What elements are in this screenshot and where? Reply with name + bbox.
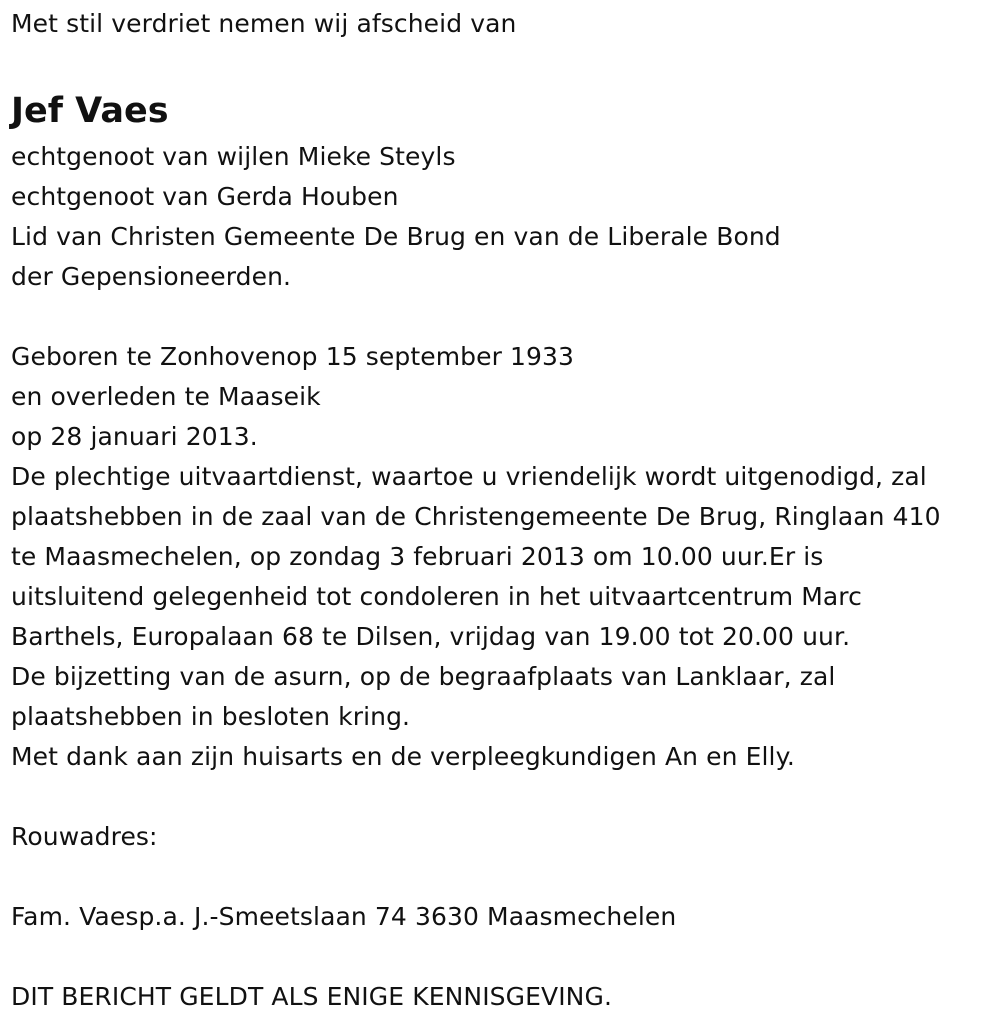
life-line: De bijzetting van de asurn, op de begraafplaats van Lanklaar, zal <box>11 662 836 691</box>
intro-text: Met stil verdriet nemen wij afscheid van <box>11 9 517 38</box>
deceased-name: Jef Vaes <box>11 91 169 131</box>
mourning-address: Fam. Vaesp.a. J.-Smeetslaan 74 3630 Maasmechelen <box>11 902 677 931</box>
life-line: Met dank aan zijn huisarts en de verpleegkundigen An en Elly. <box>11 742 795 771</box>
obituary-notice <box>11 0 996 1017</box>
spacer <box>11 777 996 817</box>
life-line: Barthels, Europalaan 68 te Dilsen, vrijdag van 19.00 tot 20.00 uur. <box>11 622 851 651</box>
relations-block <box>11 137 996 297</box>
life-line: Geboren te Zonhovenop 15 september 1933 <box>11 342 575 371</box>
spacer <box>11 937 996 977</box>
life-line: te Maasmechelen, op zondag 3 februari 2013 om 10.00 uur.Er is <box>11 542 824 571</box>
life-line: op 28 januari 2013. <box>11 422 258 451</box>
life-line: uitsluitend gelegenheid tot condoleren in het uitvaartcentrum Marc <box>11 582 862 611</box>
life-line: plaatshebben in besloten kring. <box>11 702 411 731</box>
life-details-block <box>11 337 996 777</box>
address-label: Rouwadres: <box>11 822 158 851</box>
life-line: en overleden te Maaseik <box>11 382 321 411</box>
relation-line: echtgenoot van Gerda Houben <box>11 182 399 211</box>
life-line: plaatshebben in de zaal van de Christengemeente De Brug, Ringlaan 410 <box>11 502 941 531</box>
spacer <box>11 297 996 337</box>
life-line: De plechtige uitvaartdienst, waartoe u vriendelijk wordt uitgenodigd, zal <box>11 462 927 491</box>
spacer <box>11 857 996 897</box>
relation-line: Lid van Christen Gemeente De Brug en van de Liberale Bond <box>11 222 781 251</box>
relation-line: der Gepensioneerden. <box>11 262 292 291</box>
closing-statement: DIT BERICHT GELDT ALS ENIGE KENNISGEVING. <box>11 982 612 1011</box>
relation-line: echtgenoot van wijlen Mieke Steyls <box>11 142 456 171</box>
